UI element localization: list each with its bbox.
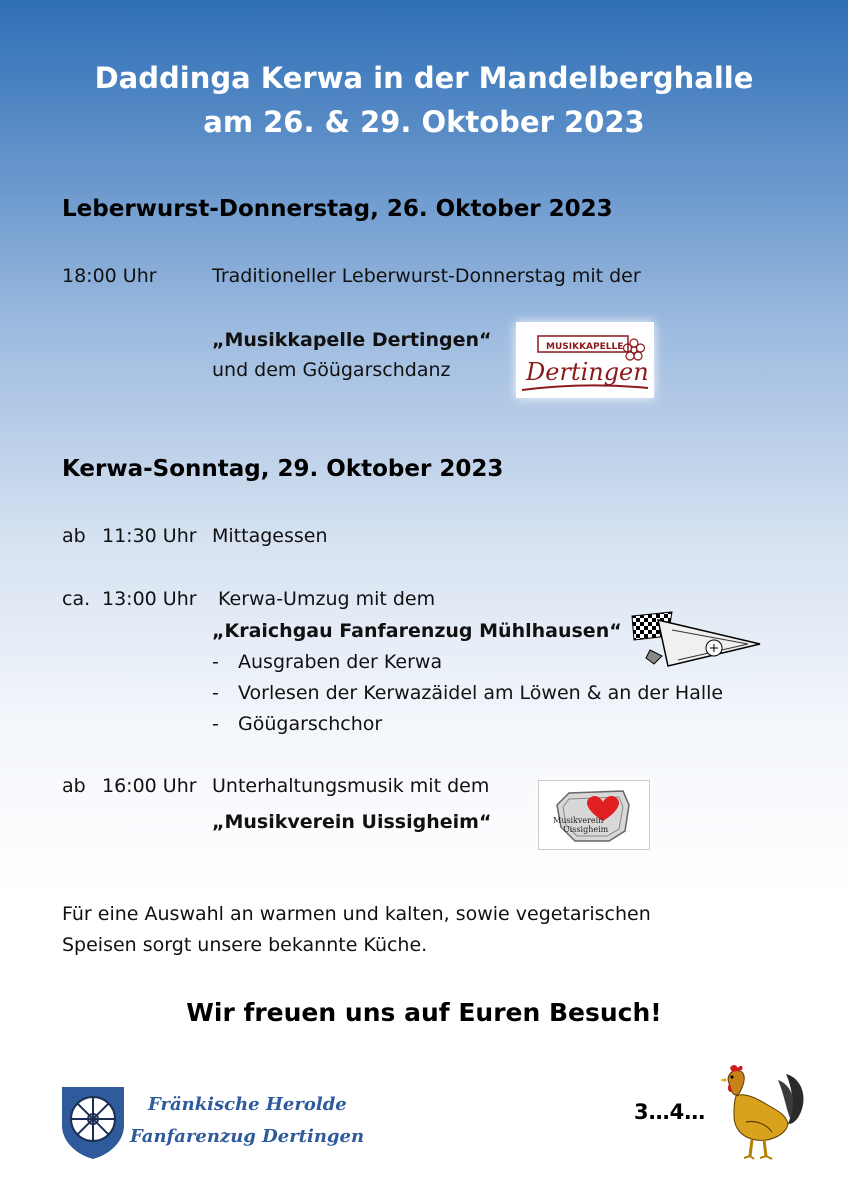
parade-item: Vorlesen der Kerwazäidel am Löwen & an der Halle [238,682,724,704]
parade-time: 13:00 Uhr [102,588,197,610]
sunday-heading: Kerwa-Sonntag, 29. Oktober 2023 [62,456,504,482]
thursday-extra: und dem Göügarschdanz [212,359,451,381]
musikverein-logo-line-1: Musikverein [553,816,604,825]
parade-item: Ausgraben der Kerwa [238,651,443,673]
musikkapelle-dertingen-logo [516,322,654,398]
musikverein-uissigheim-logo [538,780,650,850]
thursday-time: 18:00 Uhr [62,265,157,287]
thursday-band-name: „Musikkapelle Dertingen“ [212,329,492,351]
parade-item-dash: - [212,651,219,673]
parade-prefix: ca. [62,588,91,610]
musikkapelle-logo-top-text: MUSIKKAPELLE [546,342,624,352]
closing-message: Wir freuen uns auf Euren Besuch! [186,998,662,1027]
music-text: Unterhaltungsmusik mit dem [212,775,490,797]
poster-title-line-2: am 26. & 29. Oktober 2023 [203,105,645,139]
musikverein-logo-graphic [539,781,649,849]
music-band-name: „Musikverein Uissigheim“ [212,811,492,833]
rooster-icon [716,1062,808,1162]
food-line-1: Für eine Auswahl an warmen und kalten, sowie vegetarischen [62,903,651,925]
fanfarenzug-muehlhausen-logo [628,610,764,668]
parade-item-dash: - [212,682,219,704]
thursday-description: Traditioneller Leberwurst-Donnerstag mit der [212,265,641,287]
rooster-graphic [716,1062,808,1162]
org-name-line-1: Fränkische Herolde [148,1094,347,1115]
parade-item-dash: - [212,713,219,735]
wheel-shield-icon [60,1085,126,1161]
parade-item: Göügarschchor [238,713,383,735]
thursday-heading: Leberwurst-Donnerstag, 26. Oktober 2023 [62,196,613,222]
lunch-text: Mittagessen [212,525,328,547]
parade-text: Kerwa-Umzug mit dem [218,588,436,610]
lunch-time: 11:30 Uhr [102,525,197,547]
flag-trumpet-icon [628,610,764,668]
music-prefix: ab [62,775,86,797]
musikkapelle-logo-graphic [516,322,654,398]
music-time: 16:00 Uhr [102,775,197,797]
musikkapelle-logo-script-text: Dertingen [526,358,649,386]
parade-band-name: „Kraichgau Fanfarenzug Mühlhausen“ [212,620,622,642]
musikverein-logo-line-2: Uissigheim [563,825,609,834]
herolde-crest-icon [60,1085,126,1161]
lunch-prefix: ab [62,525,86,547]
food-line-2: Speisen sorgt unsere bekannte Küche. [62,934,428,956]
poster-title-line-1: Daddinga Kerwa in der Mandelberghalle [94,61,754,95]
org-name-line-2: Fanfarenzug Dertingen [130,1126,365,1147]
countdown-text: 3…4… [634,1100,706,1124]
flower-icon [624,339,645,360]
